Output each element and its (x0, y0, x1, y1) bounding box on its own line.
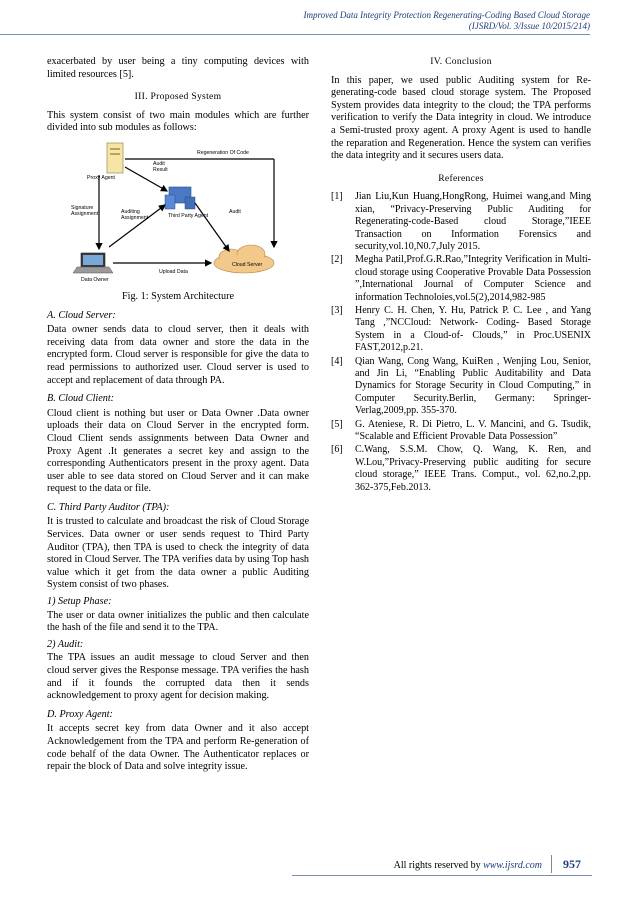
left-column (47, 56, 309, 778)
label-signature-line2: Assignment (71, 210, 99, 217)
reference-number: [4] (331, 355, 343, 367)
footer-rule (292, 875, 592, 876)
subsection-d-text: It accepts secret key from data Owner and it also accept Acknowledgement from the TPA and perform Re-generation of code behalf of the data Owner. The Authenticator replaces or repair the block of Data and solve integrity issue. (47, 723, 309, 773)
section-3-heading: III. Proposed System (134, 91, 222, 103)
reference-item (331, 444, 591, 494)
subsection-b-text: Cloud client is nothing but user or Data Owner .Data owner uploads their data on Cloud Server in the encrypted form. Cloud Client sends assignments between Data Owner and Proxy Agent .It generates a secret key and assign to the corresponding Authenticators present in the proxy agent. Data user able to see data stored on Cloud Server and it can make request to the data or file. (47, 407, 309, 495)
label-audit-result-line2: Result (153, 166, 168, 173)
reference-text: Jian Liu,Kun Huang,HongRong, Huimei wang,and Ming xian, “Privacy-Preserving Public Auditing for Regenerating-code-Based cloud Storage,”IEEE Transaction on Information Forensics and security,vol.10,N0.7,July 2015. (355, 191, 591, 252)
footer-rights-text: All rights reserved by (393, 860, 481, 871)
conclusion-paragraph: In this paper, we used public Auditing system for Re-generating-code based cloud storage system. The Proposed System provides data integrity to the cloud; the TPA performs verification to verify the Data integrity in cloud. We introduce a Semi-trusted proxy agent. A proxy Agent is used to handle the reparation and Regeneration. Hence the system can verifies the data integrity and it secures users data. (331, 74, 591, 162)
header-rule (0, 34, 590, 35)
label-signature-assignment (71, 205, 99, 217)
references-list (331, 191, 591, 494)
label-upload-data: Upload Data (159, 268, 188, 275)
label-audit-result-line1: Audit (153, 160, 165, 167)
label-audit: Audit (229, 208, 241, 215)
reference-text: G. Ateniese, R. Di Pietro, L. V. Mancini, and G. Tsudik, “Scalable and Efficient Provable Data Possession” (355, 418, 591, 443)
reference-number: [1] (331, 191, 343, 203)
reference-number: [5] (331, 418, 343, 430)
subsection-c1-title: 1) Setup Phase: (47, 596, 112, 608)
running-header (303, 10, 590, 32)
header-title: Improved Data Integrity Protection Regenerating-Coding Based Cloud Storage (303, 10, 590, 20)
references-heading: References (438, 172, 484, 184)
subsection-a-text: Data owner sends data to cloud server, then it deals with receiving data from data owner and store the data in the encrypted form. Cloud server is responsible for give the data to read permissions to authorized user. Cloud server is used to accept and replacement of data through PA. (47, 324, 309, 386)
reference-number: [6] (331, 444, 343, 456)
label-audit-result (153, 161, 168, 173)
reference-item (331, 356, 591, 418)
footer-url-link[interactable]: www.ijsrd.com (483, 860, 542, 871)
reference-number: [2] (331, 254, 343, 266)
label-signature-line1: Signature (71, 204, 94, 211)
reference-text: Qian Wang, Cong Wang, KuiRen , Wenjing Lou, Senior, and Jin Li, “Enabling Public Auditability and Data Dynamics for Storage Security in Cloud Computing,” in Computer Security.Berlin, Germany: Springer-Verlag,2009,pp. 355-370. (355, 355, 591, 417)
subsection-c2-text: The TPA issues an audit message to cloud Server and then cloud server gives the Response message. TPA verifies the hash and if it founds the corrupted data then it sends acknowledgement to proxy agent for decision making. (47, 652, 309, 702)
reference-item (331, 191, 591, 253)
header-journal: (IJSRD/Vol. 3/Issue 10/2015/214) (468, 21, 590, 31)
laptop-icon (73, 253, 113, 273)
reference-text: Henry C. H. Chen, Y. Hu, Patrick P. C. Lee , and Yang Tang ,”NCCloud: Network- Coding- Based Storage System in a Cloud-of- Clouds,” in Proc.USENIX FAST,2012,p.21. (355, 305, 591, 354)
reference-item (331, 305, 591, 355)
label-auditing-assignment (121, 209, 149, 221)
reference-item (331, 254, 591, 304)
reference-item (331, 419, 591, 444)
reference-number: [3] (331, 305, 343, 316)
label-third-party-agent: Third Party Agent (168, 212, 209, 219)
architecture-diagram (69, 139, 294, 289)
label-cloud-server: Cloud Server (232, 261, 263, 268)
subsection-c-title: C. Third Party Auditor (TPA): (47, 501, 170, 513)
subsection-c2-title: 2) Audit: (47, 638, 84, 650)
system-paragraph: This system consist of two main modules which are further divided into sub modules as follows: (47, 109, 309, 134)
subsection-b-title: B. Cloud Client: (47, 393, 115, 405)
label-auditing-line2: Assignment (121, 214, 149, 221)
label-auditing-line1: Auditing (121, 208, 140, 215)
computer-icon (165, 187, 195, 209)
footer-rights (394, 860, 542, 871)
cloud-icon (214, 245, 274, 273)
subsection-c-text: It is trusted to calculate and broadcast the risk of Cloud Storage Services. Data owner or user sends request to Third Party Auditor (TPA), then TPA is used to check the integrity of data stored in Cloud Server. The TPA verifies data by using Top hash value which it get from the data owner a public Auditing System consist of two phases. (47, 516, 309, 591)
label-data-owner: Data Owner (81, 276, 109, 283)
reference-text: C.Wang, S.S.M. Chow, Q. Wang, K. Ren, and W.Lou,”Privacy-Preserving public auditing for secure cloud storage,” IEEE Trans. Comput., vol. 62,no.2,pp. 362-375,Feb.2013. (355, 444, 591, 493)
reference-text: Megha Patil,Prof.G.R.Rao,”Integrity Verification in Multi-cloud storage using Cooperative Provable Data Possession ”,International Journal of Computer Science and information Technoloies,vol.5(2),2014,982-985 (355, 254, 591, 303)
right-column (331, 56, 591, 495)
subsection-c1-text: The user or data owner initializes the public and then calculate the hash of the file and send it to the TPA. (47, 609, 309, 634)
server-icon (107, 143, 123, 173)
subsection-a-title: A. Cloud Server: (47, 309, 116, 321)
intro-paragraph: exacerbated by user being a tiny computing devices with limited resources [5]. (47, 56, 309, 80)
system-architecture-figure (69, 139, 294, 289)
subsection-d-title: D. Proxy Agent: (47, 708, 113, 720)
label-regeneration-of-code: Regeneration Of Code (197, 149, 249, 156)
section-4-heading: IV. Conclusion (430, 56, 492, 67)
label-proxy-agent: Proxy Agent (87, 174, 115, 181)
figure-caption: Fig. 1: System Architecture (121, 290, 235, 302)
page-number: 957 (551, 855, 592, 873)
